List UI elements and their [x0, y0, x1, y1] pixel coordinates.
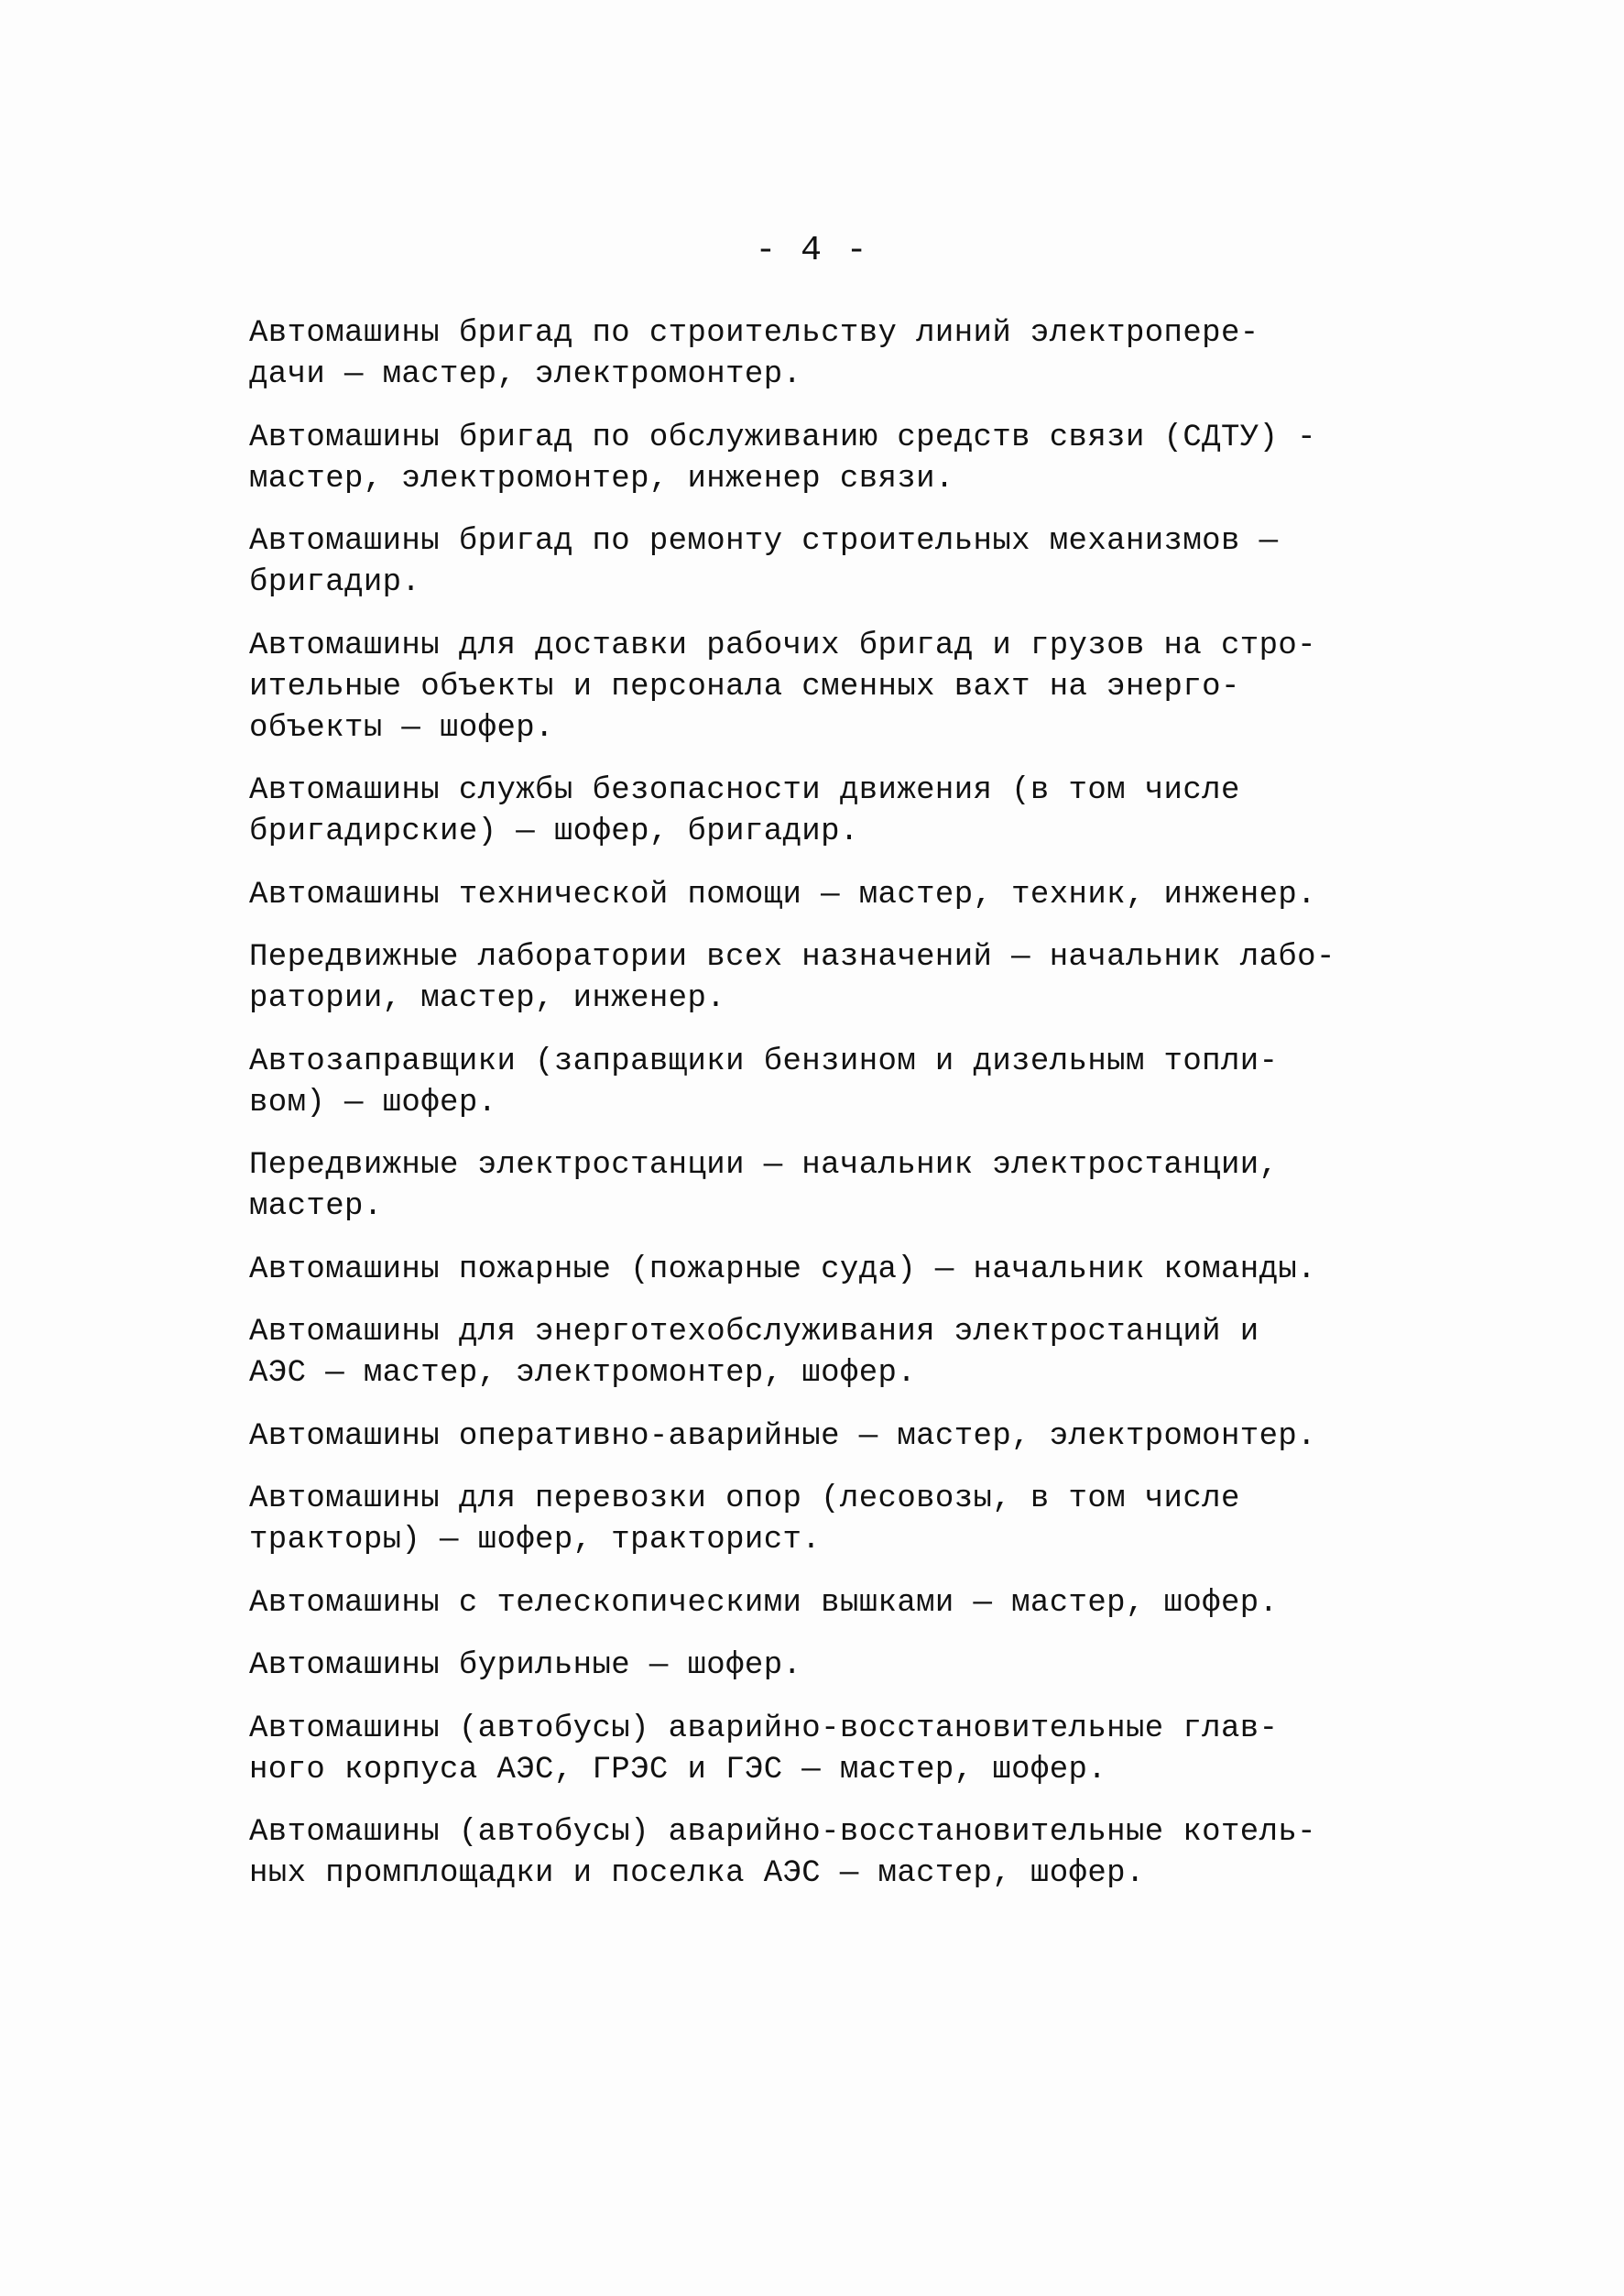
entry-line: вом) — шофер. [249, 1085, 497, 1121]
list-item [249, 1145, 1477, 1228]
list-item [249, 1042, 1477, 1124]
list-item [249, 1416, 1477, 1458]
entry-line: Автомашины (автобусы) аварийно-восстановительные котель- [249, 1815, 1316, 1850]
entry-line: ительные объекты и персонала сменных вахт на энерго- [249, 669, 1240, 705]
entry-line: дачи — мастер, электромонтер. [249, 357, 802, 392]
list-item [249, 771, 1477, 853]
list-item [249, 1312, 1477, 1394]
entry-line: Автомашины пожарные (пожарные суда) — начальник команды. [249, 1252, 1316, 1287]
entry-line: Автомашины для доставки рабочих бригад и грузов на стро- [249, 628, 1316, 663]
list-item [249, 1812, 1477, 1895]
entry-line: Автомашины оперативно-аварийные — мастер, электромонтер. [249, 1418, 1316, 1454]
entry-line: Автомашины с телескопическими вышками — мастер, шофер. [249, 1585, 1279, 1621]
entry-line: ного корпуса АЭС, ГРЭС и ГЭС — мастер, шофер. [249, 1752, 1107, 1788]
entry-line: бригадир. [249, 565, 421, 600]
list-item [249, 313, 1477, 396]
entry-line: бригадирские) — шофер, бригадир. [249, 815, 859, 849]
entry-line: Автомашины бригад по обслуживанию средств связи (СДТУ) - [249, 420, 1316, 455]
entry-line: ратории, мастер, инженер. [249, 981, 726, 1016]
list-item [249, 521, 1477, 604]
list-item [249, 626, 1477, 749]
entry-line: мастер. [249, 1189, 383, 1224]
entry-line: Автомашины бригад по строительству линий электропере- [249, 316, 1259, 351]
entry-line: Автомашины бригад по ремонту строительных механизмов — [249, 524, 1279, 559]
entry-line: Автомашины технической помощи — мастер, техник, инженер. [249, 877, 1316, 913]
list-item [249, 937, 1477, 1020]
entry-line: тракторы) — шофер, тракторист. [249, 1523, 822, 1558]
entry-line: объекты — шофер. [249, 710, 554, 746]
entry-line: ных промплощадки и поселка АЭС — мастер, шофер. [249, 1856, 1145, 1891]
list-item [249, 1645, 1477, 1687]
entry-line: АЭС — мастер, электромонтер, шофер. [249, 1356, 917, 1391]
list-item [249, 875, 1477, 916]
list-item [249, 1250, 1477, 1291]
page-number: - 4 - [755, 231, 869, 270]
list-item [249, 1479, 1477, 1561]
entry-line: Автомашины (автобусы) аварийно-восстановительные глав- [249, 1711, 1279, 1746]
list-item [249, 1583, 1477, 1624]
entry-line: Автомашины для перевозки опор (лесовозы, в том числе [249, 1481, 1240, 1516]
entry-line: Автомашины службы безопасности движения (в том числе [249, 773, 1240, 808]
entry-line: Автозаправщики (заправщики бензином и дизельным топли- [249, 1044, 1279, 1079]
entry-line: Автомашины бурильные — шофер. [249, 1648, 802, 1683]
entry-line: Автомашины для энерготехобслуживания электростанций и [249, 1315, 1259, 1350]
entry-line: мастер, электромонтер, инженер связи. [249, 461, 954, 497]
entry-line: Передвижные лаборатории всех назначений — начальник лабо- [249, 940, 1335, 975]
list-item [249, 418, 1477, 500]
entry-list [249, 313, 1477, 1917]
list-item [249, 1709, 1477, 1791]
entry-line: Передвижные электростанции — начальник электростанции, [249, 1148, 1279, 1183]
